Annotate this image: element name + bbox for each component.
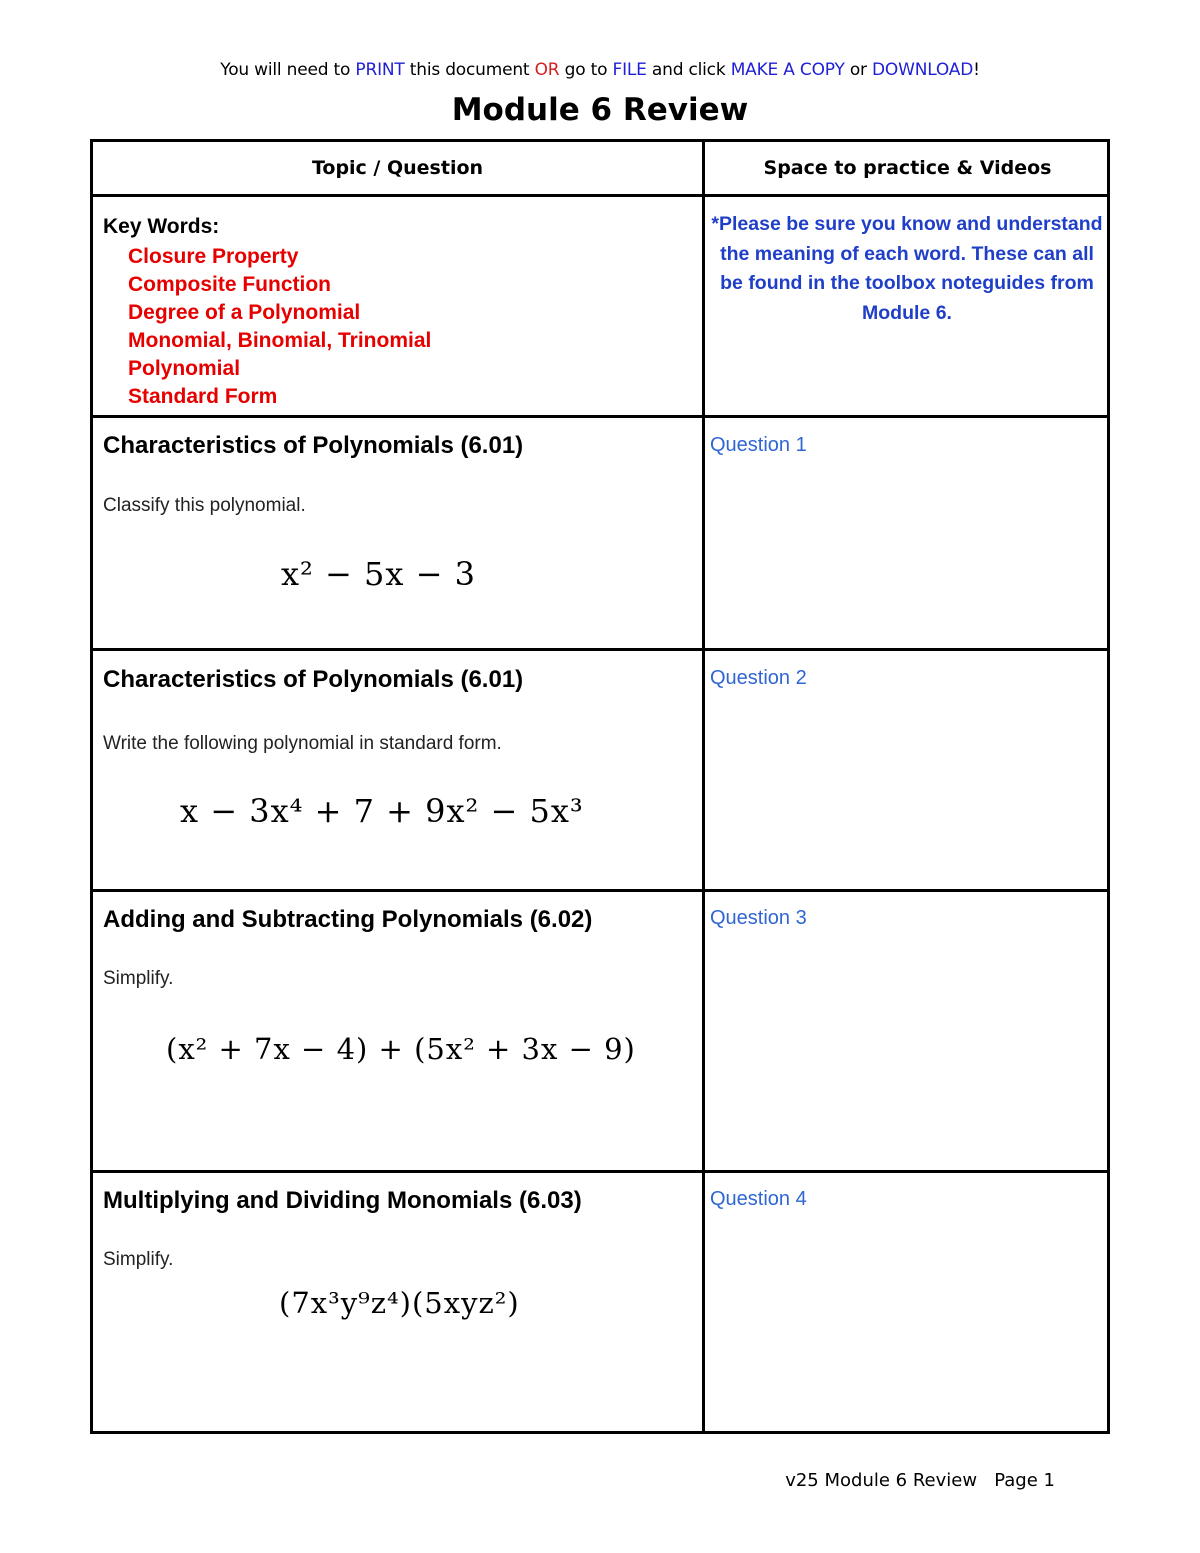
review-table xyxy=(90,139,1110,1434)
instruction-text: go to xyxy=(559,60,613,80)
question-2-prompt: Write the following polynomial in standard form. xyxy=(103,733,502,754)
row-divider xyxy=(93,1170,1107,1173)
make-copy-keyword: MAKE A COPY xyxy=(730,60,845,80)
key-word-item: Closure Property xyxy=(128,245,299,268)
question-1-prompt: Classify this polynomial. xyxy=(103,495,306,516)
key-word-item: Monomial, Binomial, Trinomial xyxy=(128,329,432,352)
footer-page-label: Page xyxy=(994,1470,1038,1491)
key-word-item: Polynomial xyxy=(128,357,241,380)
question-3-expression: (x² + 7x − 4) + (5x² + 3x − 9) xyxy=(166,1032,636,1066)
header-practice-videos: Space to practice & Videos xyxy=(763,157,1052,179)
question-4-video-link[interactable]: Question 4 xyxy=(710,1188,807,1210)
key-words-note: *Please be sure you know and understand the meaning of each word. These can all be found in the toolbox noteguides from Module 6. xyxy=(711,213,1103,324)
instruction-text: this document xyxy=(404,60,535,80)
question-2-title: Characteristics of Polynomials (6.01) xyxy=(103,666,524,693)
key-word-item: Degree of a Polynomial xyxy=(128,301,361,324)
question-3-video-link[interactable]: Question 3 xyxy=(710,907,807,929)
header-topic-question: Topic / Question xyxy=(311,157,484,179)
question-1-video-link[interactable]: Question 1 xyxy=(710,434,807,456)
question-3-prompt: Simplify. xyxy=(103,968,174,989)
print-instruction xyxy=(0,60,1200,80)
question-1-title: Characteristics of Polynomials (6.01) xyxy=(103,432,524,459)
question-4-title: Multiplying and Dividing Monomials (6.03) xyxy=(103,1187,582,1214)
instruction-text: You will need to xyxy=(220,60,356,80)
key-words-label: Key Words: xyxy=(103,215,220,238)
question-1-expression: x² − 5x − 3 xyxy=(281,555,476,593)
row-divider xyxy=(93,194,1107,197)
print-keyword: PRINT xyxy=(355,60,405,80)
file-keyword: FILE xyxy=(612,60,647,80)
column-divider xyxy=(702,142,705,1431)
key-words-list xyxy=(128,243,431,411)
download-keyword: DOWNLOAD xyxy=(872,60,974,80)
row-divider xyxy=(93,648,1107,651)
instruction-text: and click xyxy=(646,60,731,80)
row-divider xyxy=(93,889,1107,892)
question-3-title: Adding and Subtracting Polynomials (6.02) xyxy=(103,906,593,933)
instruction-text: ! xyxy=(973,60,980,80)
row-divider xyxy=(93,415,1107,418)
document-title: Module 6 Review xyxy=(451,92,749,128)
question-2-expression: x − 3x⁴ + 7 + 9x² − 5x³ xyxy=(180,792,584,830)
page-footer xyxy=(785,1470,1055,1491)
key-word-item: Composite Function xyxy=(128,273,331,296)
question-4-expression: (7x³y⁹z⁴)(5xyz²) xyxy=(279,1286,520,1320)
footer-document-label: v25 Module 6 Review xyxy=(785,1470,978,1491)
key-word-item: Standard Form xyxy=(128,385,278,408)
question-2-video-link[interactable]: Question 2 xyxy=(710,667,807,689)
question-4-prompt: Simplify. xyxy=(103,1249,174,1270)
instruction-text: or xyxy=(844,60,873,80)
or-keyword: OR xyxy=(534,60,560,80)
footer-page-number: 1 xyxy=(1043,1470,1055,1491)
